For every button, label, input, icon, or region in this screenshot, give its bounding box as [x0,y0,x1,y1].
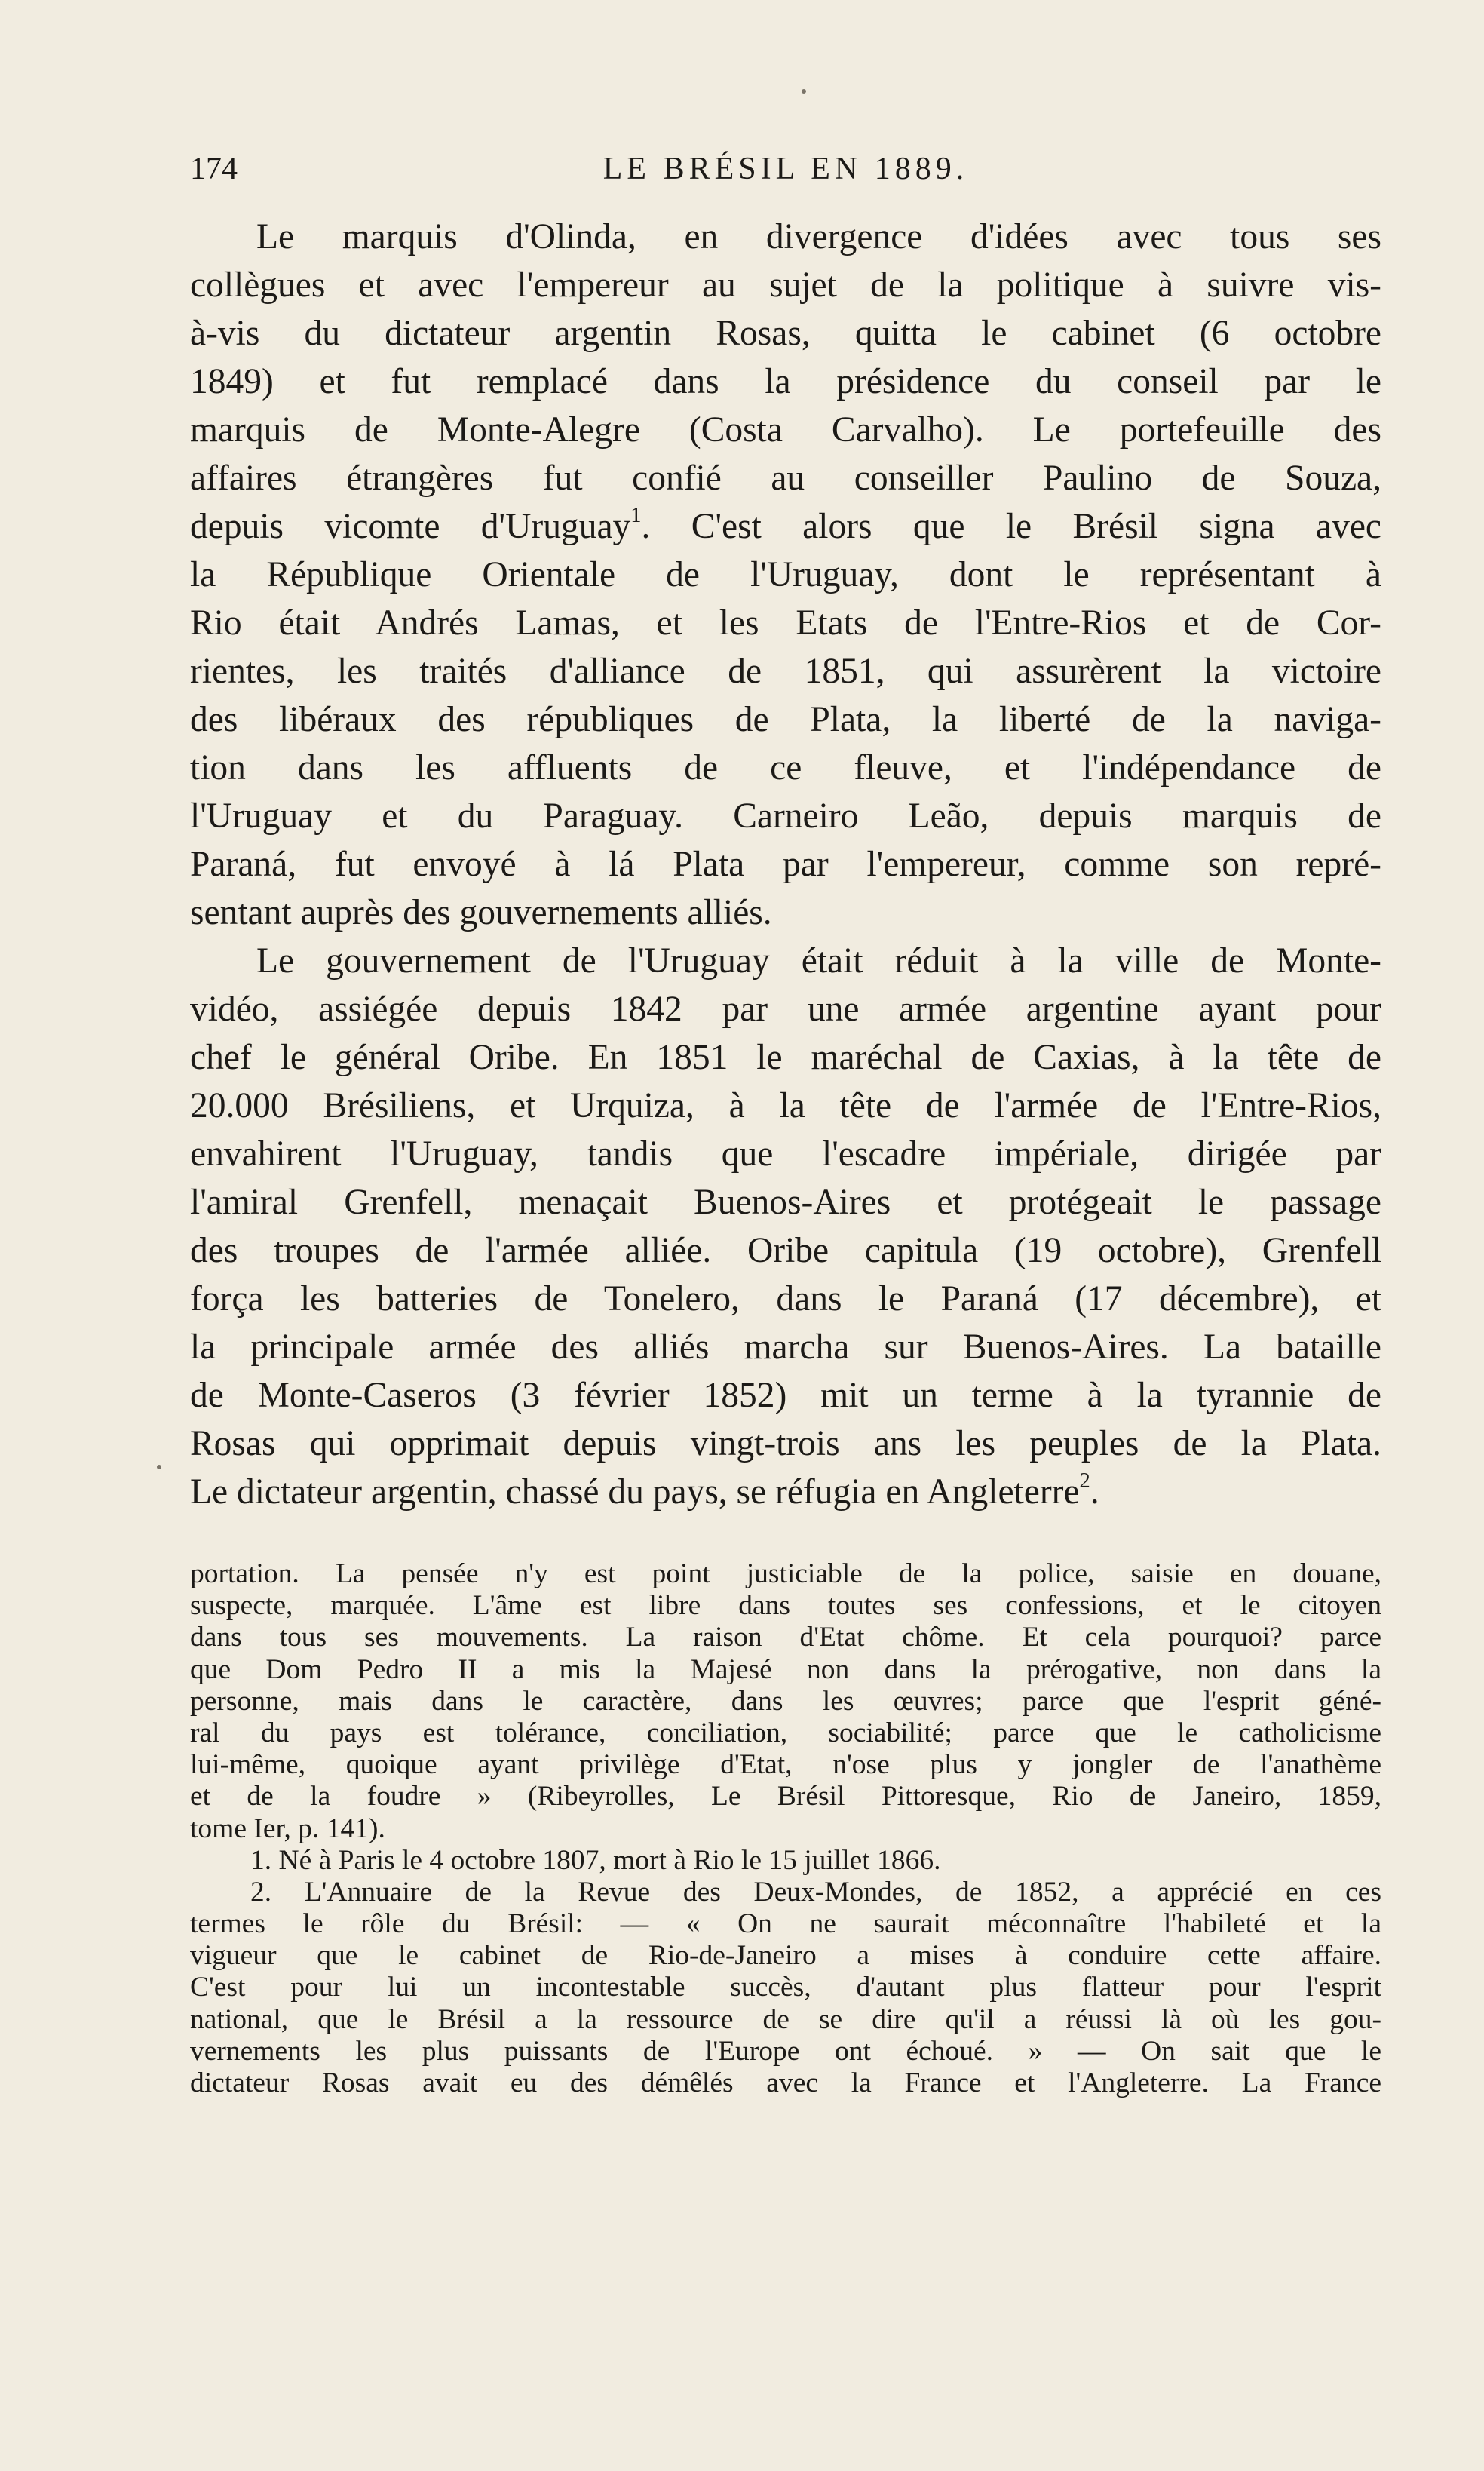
main-line: l'amiral Grenfell, menaçait Buenos-Aires et protégeait le passage [190,1183,1381,1222]
main-line: 1849) et fut remplacé dans la présidence du conseil par le [190,362,1381,401]
main-line: la principale armée des alliés marcha sur Buenos-Aires. La bataille [190,1328,1381,1367]
main-line: sentant auprès des gouvernements alliés. [190,893,772,932]
main-line: Le gouvernement de l'Uruguay était réduit à la ville de Monte- [256,941,1381,981]
main-line [190,1468,1381,1516]
ink-speck [802,89,806,94]
footnote-line: national, que le Brésil a la ressource de se dire qu'il a réussi là où les gou- [190,2003,1381,2035]
footnote-line: personne, mais dans le caractère, dans les œuvres; parce que l'esprit géné- [190,1685,1381,1717]
ink-speck [157,1465,161,1469]
footnote-1: 1. Né à Paris le 4 octobre 1807, mort à Rio le 15 juillet 1866. [250,1844,941,1876]
main-line: tion dans les affluents de ce fleuve, et l'indépendance de [190,748,1381,787]
main-line: rientes, les traités d'alliance de 1851, qui assurèrent la victoire [190,652,1381,691]
main-line: à-vis du dictateur argentin Rosas, quitta le cabinet (6 octobre [190,314,1381,353]
main-line: des libéraux des républiques de Plata, la liberté de la naviga- [190,700,1381,739]
footnote-ref-1[interactable]: 1 [630,503,642,527]
main-line: affaires étrangères fut confié au conseiller Paulino de Souza, [190,459,1381,498]
main-line: la République Orientale de l'Uruguay, dont le représentant à [190,555,1381,594]
footnote-line: termes le rôle du Brésil: — « On ne saurait méconnaître l'habileté et la [190,1908,1381,1940]
footnote-line: tome Ier, p. 141). [190,1813,385,1844]
main-line: marquis de Monte-Alegre (Costa Carvalho). Le portefeuille des [190,410,1381,450]
running-header [190,151,1381,196]
footnote-line: portation. La pensée n'y est point justiciable de la police, saisie en douane, [190,1558,1381,1589]
text-run: Le dictateur argentin, chassé du pays, se réfugia en Angleterre [190,1472,1080,1512]
footnote-line: C'est pour lui un incontestable succès, d'autant plus flatteur pour l'esprit [190,1972,1381,2003]
main-line: envahirent l'Uruguay, tandis que l'escadre impériale, dirigée par [190,1134,1381,1174]
text-run: . C'est alors que le Brésil signa avec [641,507,1381,546]
main-line: força les batteries de Tonelero, dans le Paraná (17 décembre), et [190,1279,1381,1318]
main-line: des troupes de l'armée alliée. Oribe capitula (19 octobre), Grenfell [190,1231,1381,1270]
main-line: 20.000 Brésiliens, et Urquiza, à la tête de l'armée de l'Entre-Rios, [190,1086,1381,1125]
footnote-line: lui-même, quoique ayant privilège d'Etat, n'ose plus y jongler de l'anathème [190,1749,1381,1781]
main-line: Le marquis d'Olinda, en divergence d'idées avec tous ses [256,217,1381,256]
footnote-line: dans tous ses mouvements. La raison d'Etat chôme. Et cela pourquoi? parce [190,1622,1381,1653]
footnote-line: ral du pays est tolérance, conciliation, sociabilité; parce que le catholicisme [190,1717,1381,1748]
main-line: vidéo, assiégée depuis 1842 par une armée argentine ayant pour [190,990,1381,1029]
footnote-line: dictateur Rosas avait eu des démêlés avec la France et l'Angleterre. La France [190,2067,1381,2098]
footnote-line: que Dom Pedro II a mis la Majesé non dans la prérogative, non dans la [190,1653,1381,1685]
main-line: collègues et avec l'empereur au sujet de la politique à suivre vis- [190,266,1381,305]
page-number: 174 [190,152,238,186]
main-line: Rosas qui opprimait depuis vingt-trois ans les peuples de la Plata. [190,1424,1381,1463]
main-line: Paraná, fut envoyé à lá Plata par l'empereur, comme son repré- [190,845,1381,884]
text-run: depuis vicomte d'Uruguay [190,507,631,546]
footnote-line: et de la foudre » (Ribeyrolles, Le Brésil Pittoresque, Rio de Janeiro, 1859, [190,1781,1381,1813]
footnote-line: suspecte, marquée. L'âme est libre dans toutes ses confessions, et le citoyen [190,1590,1381,1622]
footnote-line: vernements les plus puissants de l'Europe ont échoué. » — On sait que le [190,2035,1381,2067]
footnote-2: 2. L'Annuaire de la Revue des Deux-Mondes, de 1852, a apprécié en ces [250,1876,1381,1908]
running-title: LE BRÉSIL EN 1889. [602,152,969,186]
footnote-line: vigueur que le cabinet de Rio-de-Janeiro a mises à conduire cette affaire. [190,1940,1381,1972]
main-line: chef le général Oribe. En 1851 le maréchal de Caxias, à la tête de [190,1038,1381,1077]
footnote-ref-2[interactable]: 2 [1079,1469,1090,1493]
main-line [190,502,1381,551]
footnotes [190,1558,1381,2099]
main-line: de Monte-Caseros (3 février 1852) mit un terme à la tyrannie de [190,1376,1381,1415]
main-line: Rio était Andrés Lamas, et les Etats de l'Entre-Rios et de Cor- [190,603,1381,643]
main-line: l'Uruguay et du Paraguay. Carneiro Leão, depuis marquis de [190,797,1381,836]
main-text [190,213,1381,1516]
text-run: . [1090,1472,1099,1512]
